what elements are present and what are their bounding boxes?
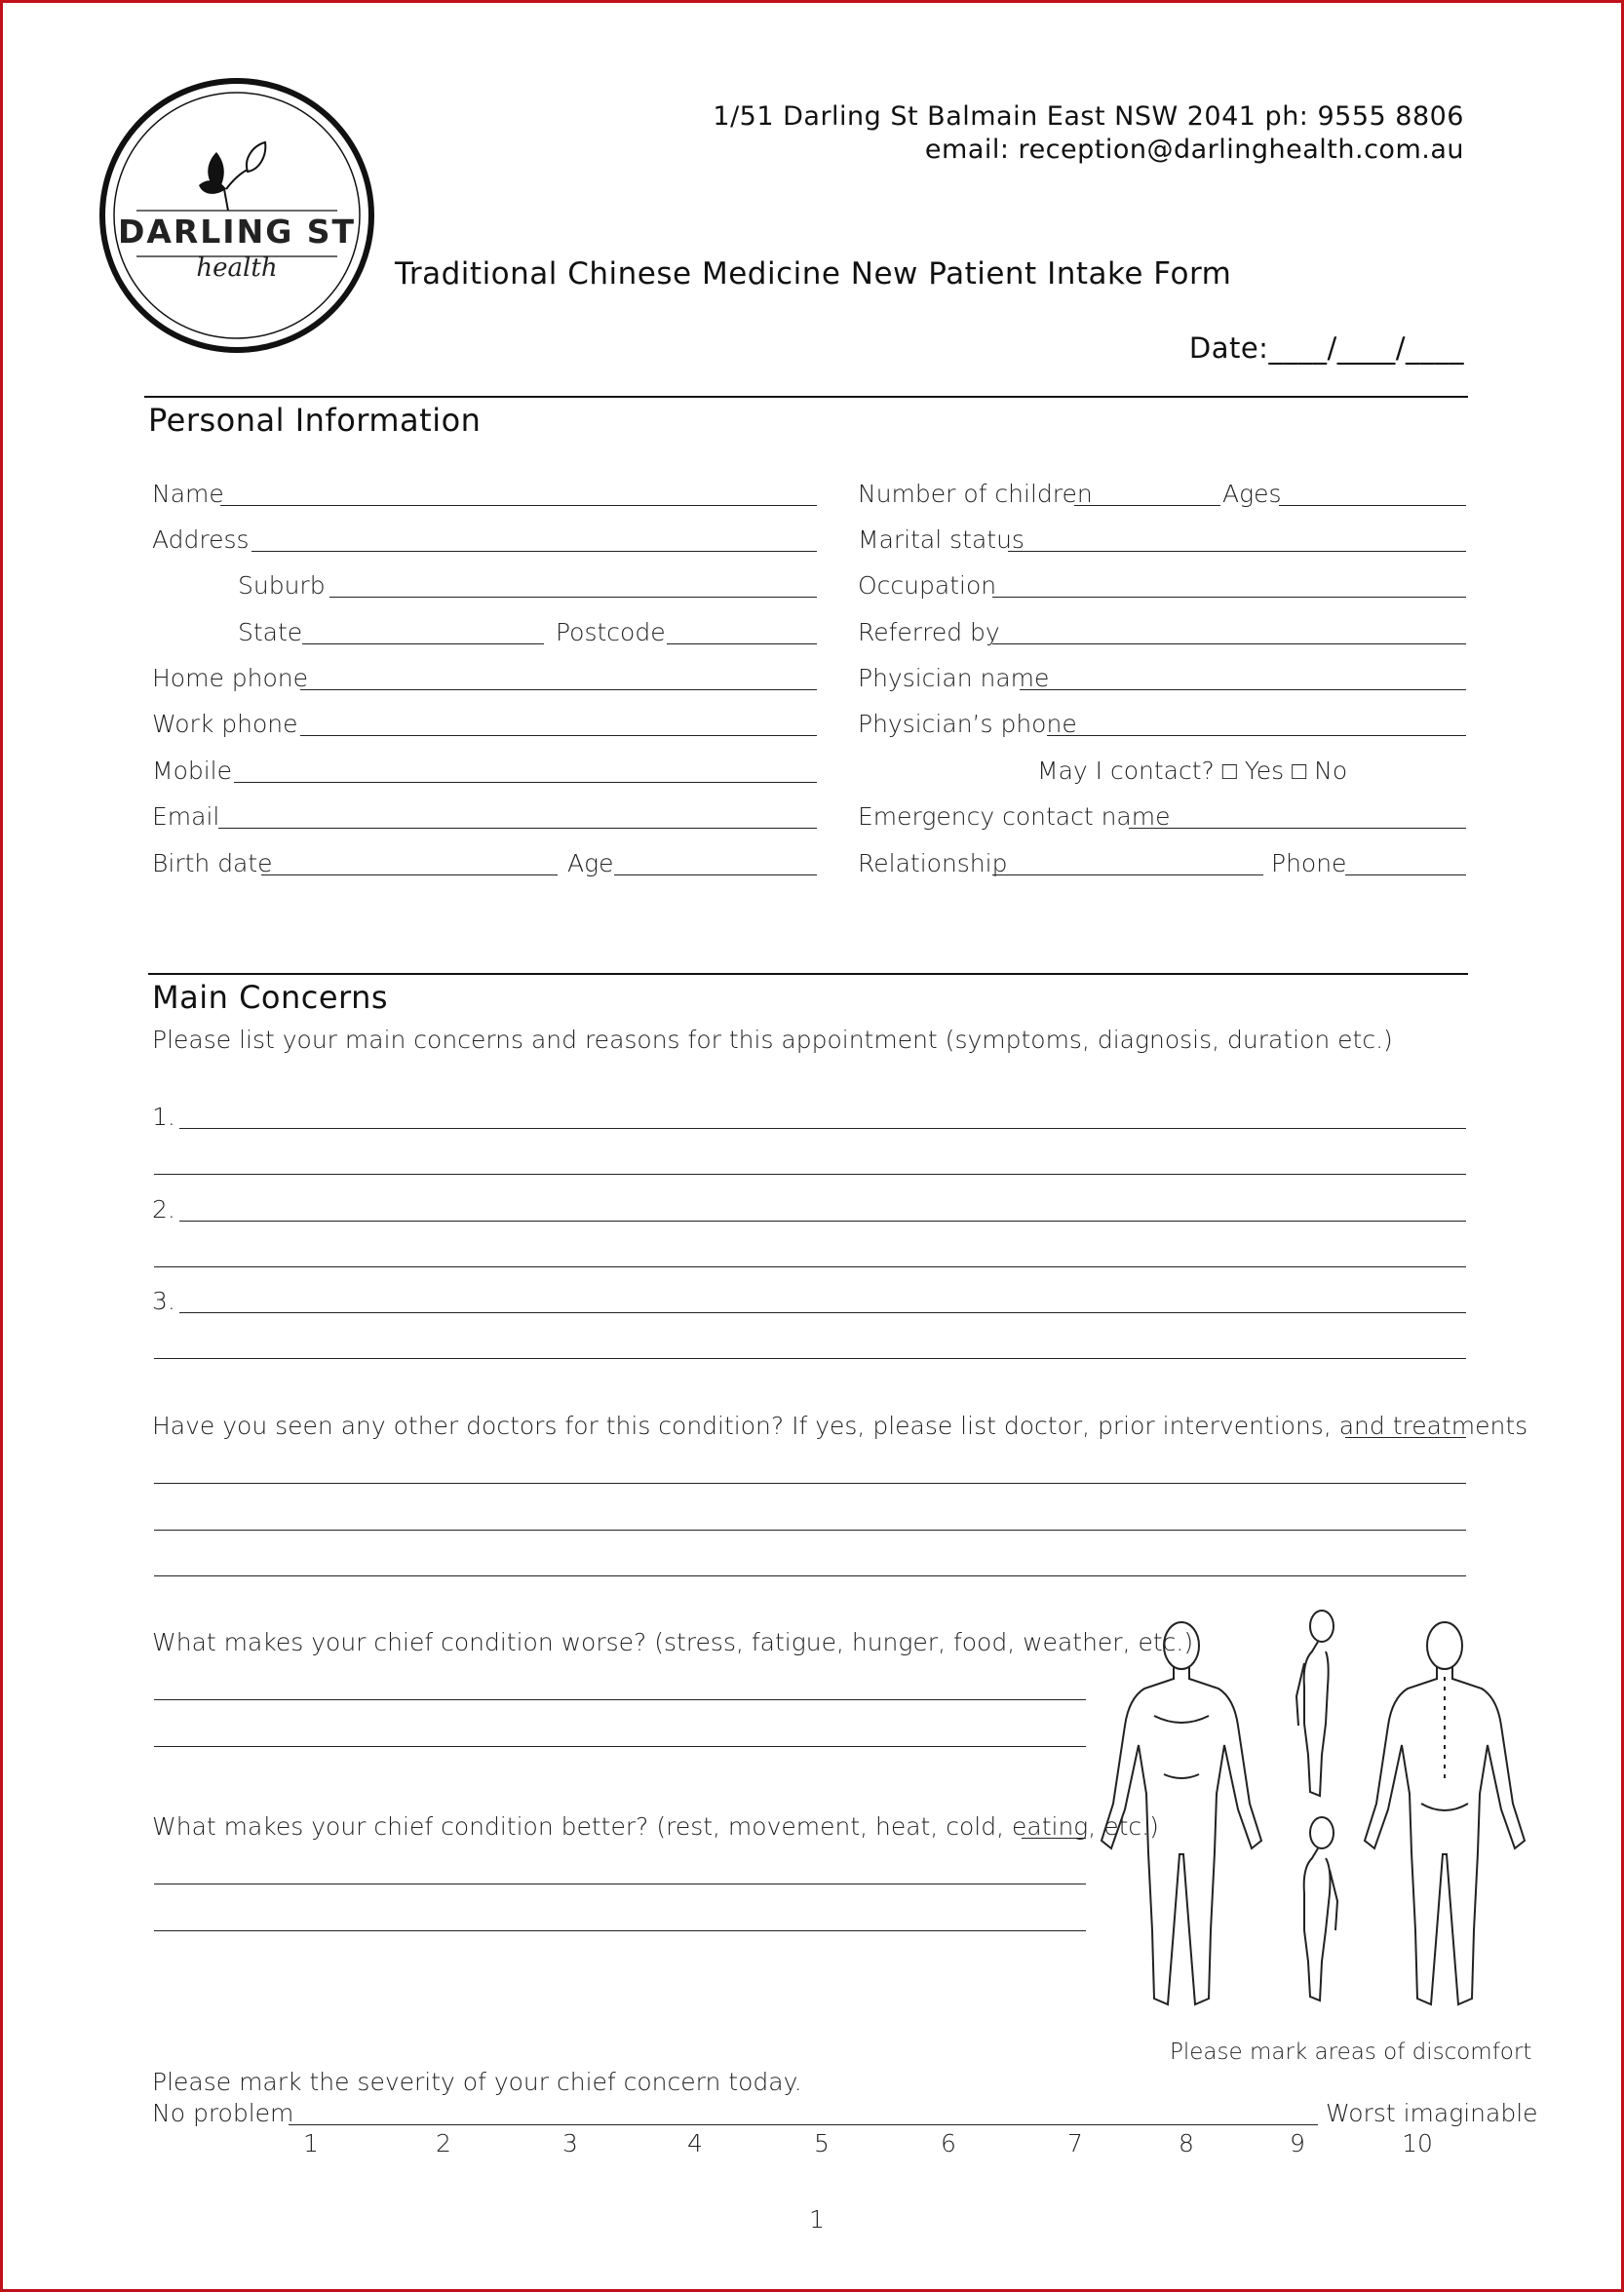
better-question: What makes your chief condition better? (rest, movement, heat, cold, eating, etc.) bbox=[152, 1812, 1159, 1841]
name-field[interactable] bbox=[220, 505, 817, 506]
better-field[interactable] bbox=[1022, 1838, 1086, 1839]
occupation-field[interactable] bbox=[992, 597, 1466, 598]
concern-2-field[interactable] bbox=[154, 1266, 1466, 1267]
body-side-figure-2 bbox=[1304, 1817, 1337, 2001]
body-front-figure bbox=[1102, 1622, 1261, 2004]
birth-date-field[interactable] bbox=[261, 874, 558, 875]
concern-3-field[interactable] bbox=[154, 1358, 1466, 1359]
severity-1[interactable]: 1 bbox=[303, 2129, 319, 2157]
body-diagram[interactable] bbox=[1096, 1609, 1544, 2028]
logo-sub: health bbox=[196, 253, 278, 283]
referred-field[interactable] bbox=[992, 643, 1466, 644]
state-label: State bbox=[238, 618, 303, 646]
emergency-field[interactable] bbox=[1129, 828, 1466, 829]
work-phone-label: Work phone bbox=[152, 710, 298, 738]
page-number: 1 bbox=[809, 2205, 825, 2234]
severity-scale-line[interactable] bbox=[289, 2124, 1318, 2125]
physician-phone-field[interactable] bbox=[1047, 735, 1466, 736]
body-back-figure bbox=[1365, 1622, 1525, 2004]
personal-heading: Personal Information bbox=[148, 402, 482, 439]
state-field[interactable] bbox=[302, 643, 544, 644]
severity-10[interactable]: 10 bbox=[1402, 2129, 1433, 2157]
date-field[interactable]: Date:____/____/____ bbox=[1188, 331, 1464, 365]
severity-5[interactable]: 5 bbox=[814, 2129, 830, 2157]
severity-4[interactable]: 4 bbox=[687, 2129, 703, 2157]
better-field[interactable] bbox=[154, 1930, 1086, 1931]
phone-field[interactable] bbox=[1345, 874, 1466, 875]
doctors-field[interactable] bbox=[154, 1483, 1466, 1484]
severity-7[interactable]: 7 bbox=[1067, 2129, 1083, 2157]
emergency-label: Emergency contact name bbox=[858, 802, 1171, 831]
severity-2[interactable]: 2 bbox=[436, 2129, 451, 2157]
severity-9[interactable]: 9 bbox=[1290, 2129, 1305, 2157]
doctors-field[interactable] bbox=[1345, 1437, 1466, 1438]
name-label: Name bbox=[152, 480, 224, 508]
concern-2-field[interactable] bbox=[179, 1221, 1466, 1222]
phone-label: Phone bbox=[1271, 849, 1347, 877]
concern-2-label: 2. bbox=[152, 1195, 175, 1224]
worse-field[interactable] bbox=[154, 1746, 1086, 1747]
severity-8[interactable]: 8 bbox=[1179, 2129, 1194, 2157]
address-field[interactable] bbox=[251, 551, 817, 552]
referred-label: Referred by bbox=[858, 618, 1000, 646]
severity-6[interactable]: 6 bbox=[941, 2129, 956, 2157]
worse-question: What makes your chief condition worse? (stress, fatigue, hunger, food, weather, etc.) bbox=[152, 1628, 1194, 1656]
postcode-label: Postcode bbox=[556, 618, 666, 646]
marital-label: Marital status bbox=[858, 525, 1025, 554]
occupation-label: Occupation bbox=[858, 571, 997, 600]
marital-field[interactable] bbox=[1008, 551, 1466, 552]
children-field[interactable] bbox=[1074, 505, 1220, 506]
body-side-figure bbox=[1296, 1611, 1334, 1796]
email-label: Email bbox=[152, 802, 220, 831]
relationship-field[interactable] bbox=[992, 874, 1263, 875]
physician-phone-label: Physician’s phone bbox=[858, 710, 1077, 738]
body-caption: Please mark areas of discomfort bbox=[1170, 2039, 1532, 2065]
relationship-label: Relationship bbox=[858, 849, 1008, 877]
children-label: Number of children bbox=[858, 480, 1093, 508]
mobile-field[interactable] bbox=[234, 782, 817, 783]
severity-low-label: No problem bbox=[152, 2099, 294, 2127]
concerns-heading: Main Concerns bbox=[152, 979, 389, 1016]
suburb-label: Suburb bbox=[238, 571, 326, 600]
work-phone-field[interactable] bbox=[300, 735, 817, 736]
concerns-intro: Please list your main concerns and reasons for this appointment (symptoms, diagnosis, duration etc.) bbox=[152, 1026, 1393, 1054]
severity-3[interactable]: 3 bbox=[562, 2129, 578, 2157]
birth-date-label: Birth date bbox=[152, 849, 273, 877]
email-line: email: reception@darlinghealth.com.au bbox=[924, 135, 1464, 165]
worse-field[interactable] bbox=[154, 1699, 1086, 1700]
form-title: Traditional Chinese Medicine New Patient Intake Form bbox=[395, 256, 1232, 291]
address-label: Address bbox=[152, 525, 250, 554]
mobile-label: Mobile bbox=[152, 757, 233, 785]
doctors-question: Have you seen any other doctors for this condition? If yes, please list doctor, prior interventions, and treatments bbox=[152, 1412, 1528, 1440]
severity-prompt: Please mark the severity of your chief concern today. bbox=[152, 2068, 802, 2096]
section-rule bbox=[144, 396, 1468, 398]
suburb-field[interactable] bbox=[329, 597, 817, 598]
physician-name-field[interactable] bbox=[1020, 689, 1466, 690]
postcode-field[interactable] bbox=[667, 643, 817, 644]
may-contact-checkboxes[interactable]: May I contact? □ Yes □ No bbox=[1037, 757, 1348, 785]
physician-name-label: Physician name bbox=[858, 664, 1050, 692]
age-label: Age bbox=[567, 849, 614, 877]
email-field[interactable] bbox=[218, 828, 817, 829]
doctors-field[interactable] bbox=[154, 1530, 1466, 1531]
address-line: 1/51 Darling St Balmain East NSW 2041 ph: 9555 8806 bbox=[713, 101, 1464, 132]
age-field[interactable] bbox=[614, 874, 817, 875]
home-phone-field[interactable] bbox=[300, 689, 817, 690]
logo-name: DARLING ST bbox=[117, 213, 357, 251]
concern-1-field[interactable] bbox=[154, 1174, 1466, 1175]
concern-1-label: 1. bbox=[152, 1103, 175, 1131]
ages-label: Ages bbox=[1222, 480, 1282, 508]
home-phone-label: Home phone bbox=[152, 664, 309, 692]
logo bbox=[97, 76, 376, 355]
doctors-field[interactable] bbox=[154, 1575, 1466, 1576]
concern-3-field[interactable] bbox=[179, 1312, 1466, 1313]
severity-high-label: Worst imaginable bbox=[1326, 2099, 1538, 2127]
ages-field[interactable] bbox=[1279, 505, 1466, 506]
section-rule bbox=[148, 973, 1468, 975]
concern-3-label: 3. bbox=[152, 1287, 175, 1315]
concern-1-field[interactable] bbox=[179, 1128, 1466, 1129]
